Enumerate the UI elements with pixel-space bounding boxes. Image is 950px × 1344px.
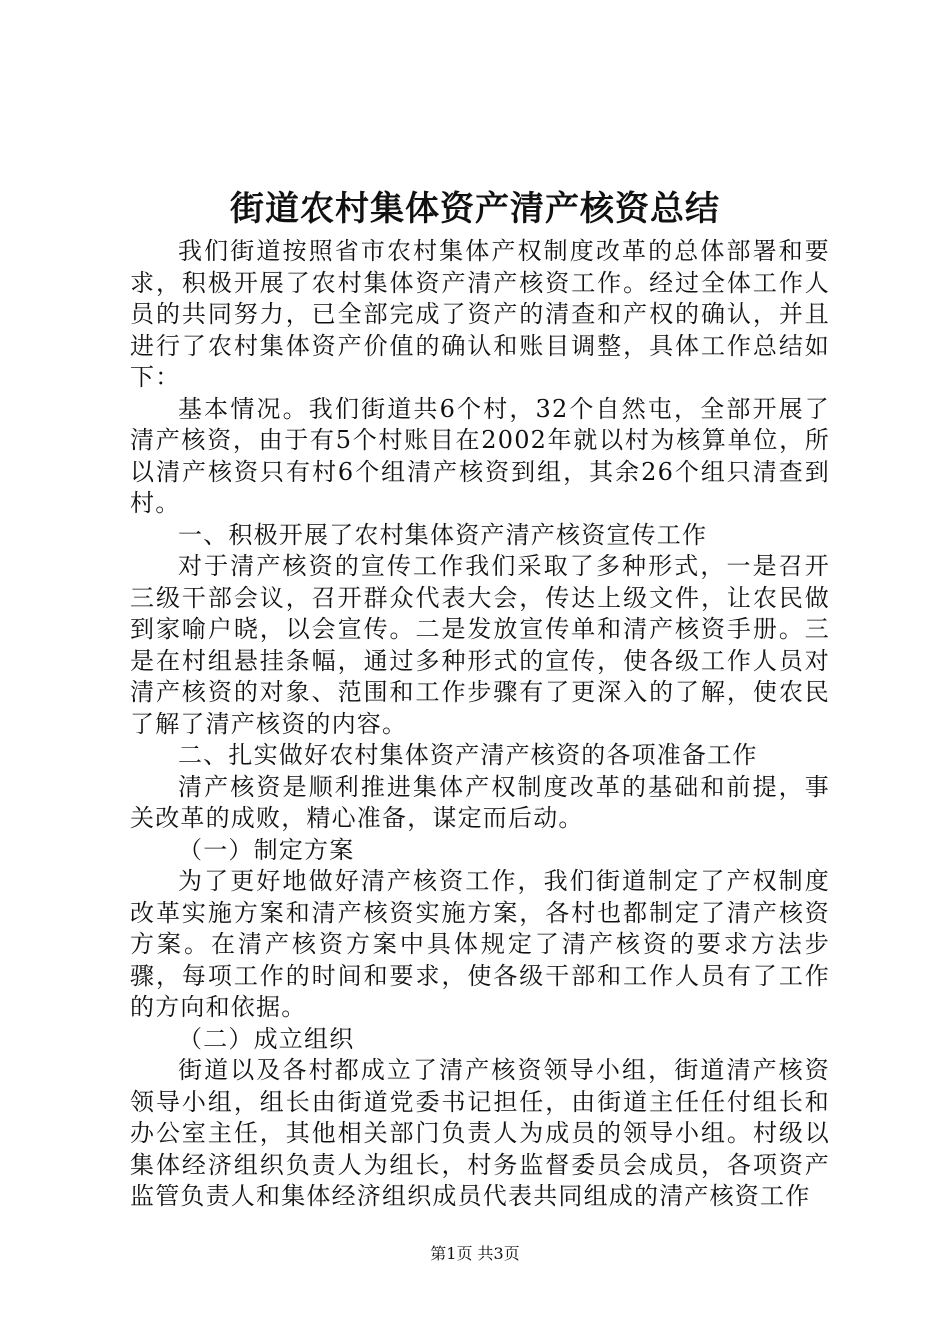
paragraph-intro: 我们街道按照省市农村集体产权制度改革的总体部署和要求，积极开展了农村集体资产清产核资工作。经过全体工作人员的共同努力，已全部完成了资产的清查和产权的确认，并且进行了农村集体资产价值的确认和账目调整，具体工作总结如下： [130,237,830,391]
document-body [130,236,830,1213]
document-title: 街道农村集体资产清产核资总结 [230,189,720,229]
section-heading-1: 一、积极开展了农村集体资产清产核资宣传工作 [178,520,708,549]
section-heading-2: 二、扎实做好农村集体资产清产核资的各项准备工作 [178,741,758,769]
paragraph-publicity: 对于清产核资的宣传工作我们采取了多种形式，一是召开三级干部会议，召开群众代表大会，传达上级文件，让农民做到家喻户晓，以会宣传。二是发放宣传单和清产核资手册。三是在村组悬挂条幅，通过多种形式的宣传，使各级工作人员对清产核资的对象、范围和工作步骤有了更深入的了解，使农民了解了清产核资的内容。 [130,552,830,738]
subsection-heading-1: （一）制定方案 [178,835,355,864]
subsection-heading-2: （二）成立组织 [178,1024,355,1053]
paragraph-plan: 为了更好地做好清产核资工作，我们街道制定了产权制度改革实施方案和清产核资实施方案，各村也都制定了清产核资方案。在清产核资方案中具体规定了清产核资的要求方法步骤，每项工作的时间和要求，使各级干部和工作人员有了工作的方向和依据。 [130,867,830,1021]
page-number-footer: 第1页 共3页 [430,1244,520,1263]
paragraph-basic-situation: 基本情况。我们街道共6个村，32个自然屯，全部开展了清产核资，由于有5个村账目在2002年就以村为核算单位，所以清产核资只有村6个组清产核资到组，其余26个组只清查到村。 [130,394,830,517]
paragraph-preparation: 清产核资是顺利推进集体产权制度改革的基础和前提，事关改革的成败，精心准备，谋定而后动。 [130,772,830,832]
paragraph-organization: 街道以及各村都成立了清产核资领导小组，街道清产核资领导小组，组长由街道党委书记担任，由街道主任任付组长和办公室主任，其他相关部门负责人为成员的领导小组。村级以集体经济组织负责人为组长，村务监督委员会成员，各项资产监管负责人和集体经济组织成员代表共同组成的清产核资工作 [130,1056,830,1210]
